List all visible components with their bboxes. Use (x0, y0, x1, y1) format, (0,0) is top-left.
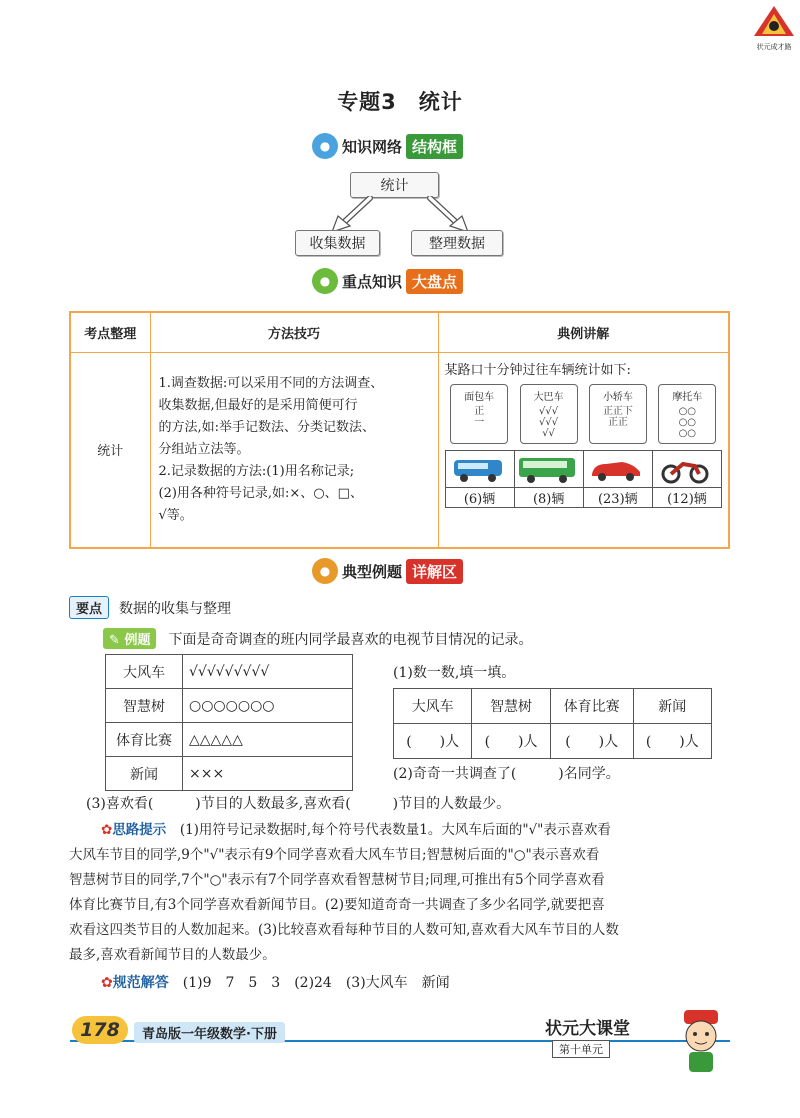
hint-line: 智慧树节目的同学,7个"○"表示有7个同学喜欢看智慧树节目;同理,可推出有5个同学喜欢看 (69, 872, 605, 888)
bus-icon (517, 454, 577, 484)
method-line: 分组站立法等。 (158, 441, 250, 457)
section-title: 数据的收集与整理 (119, 600, 232, 617)
row-marks: △△△△△ (183, 723, 353, 757)
card-marks: 正正下 正正 (602, 405, 633, 428)
hint-line: 体育比赛节目,有3个同学喜欢看新闻节目。(2)要知道奇奇一共调查了多少名同学,就要把喜 (69, 897, 605, 913)
card-name: 大巴车 (533, 391, 564, 403)
banner-right-tag: 详解区 (406, 559, 463, 584)
mascot-boy-icon (672, 1008, 730, 1078)
diagram-arrows-icon (320, 196, 480, 234)
fill-table (393, 688, 712, 759)
question-3: (3)喜欢看( )节目的人数最多,喜欢看( )节目的人数最少。 (86, 796, 511, 812)
fill-blank[interactable]: ( )人 (550, 724, 633, 759)
motorcycle-icon (659, 454, 711, 484)
section-tag: 要点 (69, 596, 109, 619)
key-points-table (69, 311, 730, 549)
card-name: 小轿车 (602, 391, 633, 403)
card-marks: ○○ ○○ ○○ (678, 405, 697, 439)
flower-icon: ✿ (101, 822, 113, 838)
diagram-right: 整理数据 (411, 230, 503, 256)
answer-line (101, 972, 450, 992)
fill-blank[interactable]: ( )人 (633, 724, 711, 759)
flower-icon: ✿ (101, 975, 113, 991)
header-topic: 考点整理 (70, 312, 150, 352)
banner-right-tag: 大盘点 (406, 269, 463, 294)
banner-left-text: 典型例题 (342, 562, 403, 581)
mouse-mascot-icon: ● (312, 133, 338, 159)
row-label: 体育比赛 (106, 723, 183, 757)
count-cell: (23)辆 (583, 487, 652, 507)
fill-header: 新闻 (633, 689, 711, 724)
example-tag-text: 例题 (124, 633, 151, 648)
card-name: 摩托车 (672, 391, 703, 403)
fill-header: 智慧树 (472, 689, 550, 724)
hint-line: 最多,喜欢看新闻节目的人数最少。 (69, 947, 276, 963)
logo-emblem-icon (752, 4, 796, 38)
hint-line: 大风车节目的同学,9个"√"表示有9个同学喜欢看大风车节目;智慧树后面的"○"表示喜欢看 (69, 847, 600, 863)
answer-label: 规范解答 (112, 975, 169, 991)
fill-blank[interactable]: ( )人 (394, 724, 472, 759)
table-row (106, 757, 353, 791)
count-cell: (12)辆 (652, 487, 721, 507)
card-name: 面包车 (464, 391, 495, 403)
table-row (106, 689, 353, 723)
tally-card (658, 384, 716, 444)
method-line: 的方法,如:举手记数法、分类记数法、 (158, 419, 376, 435)
hint-paragraph (69, 818, 734, 968)
banner-key-knowledge (312, 268, 463, 294)
answer-text: (1)9 7 5 3 (2)24 (3)大风车 新闻 (182, 975, 450, 991)
diagram-root: 统计 (350, 172, 439, 198)
row-marks: ○○○○○○○ (183, 689, 353, 723)
question-2: (2)奇奇一共调查了( )名同学。 (393, 766, 620, 782)
row-marks: ××× (183, 757, 353, 791)
vehicle-cell (445, 450, 514, 487)
card-marks: 正 一 (474, 405, 485, 428)
vehicle-cell (514, 450, 583, 487)
lion-mascot-icon: ● (312, 558, 338, 584)
hint-label: 思路提示 (112, 822, 167, 838)
vehicle-cell (583, 450, 652, 487)
book-title: 青岛版一年级数学·下册 (134, 1022, 285, 1043)
tally-card (520, 384, 578, 444)
banner-typical-examples (312, 558, 463, 584)
logo-text: 状元成才路 (756, 43, 792, 51)
pencil-icon: ✎ (109, 633, 120, 648)
record-table (105, 654, 353, 791)
vehicle-table (445, 450, 723, 508)
banner-knowledge-network (312, 133, 463, 159)
hint-line: 欢看这四类节目的人数加起来。(3)比较喜欢看每种节目的人数可知,喜欢看大风车节目的人数 (69, 922, 619, 938)
question-1: (1)数一数,填一填。 (393, 665, 516, 681)
vehicle-cell (652, 450, 721, 487)
car-icon (588, 454, 644, 484)
section-heading (69, 596, 231, 619)
banner-left-text: 知识网络 (342, 137, 403, 156)
fill-blank[interactable]: ( )人 (472, 724, 550, 759)
count-cell: (8)辆 (514, 487, 583, 507)
example-cell (438, 352, 729, 548)
example-text: 下面是奇奇调查的班内同学最喜欢的电视节目情况的记录。 (168, 631, 533, 648)
row-label: 大风车 (106, 655, 183, 689)
topic-cell: 统计 (70, 352, 150, 548)
banner-right-tag: 结构框 (406, 134, 463, 159)
method-line: (2)用各种符号记录,如:×、○、□、 (158, 485, 363, 501)
frog-mascot-icon: ● (312, 268, 338, 294)
fill-header: 体育比赛 (550, 689, 633, 724)
header-method: 方法技巧 (150, 312, 438, 352)
tally-card (589, 384, 647, 444)
tally-card (450, 384, 508, 444)
method-line: √等。 (158, 507, 193, 523)
example-tag (103, 628, 156, 649)
count-cell: (6)辆 (445, 487, 514, 507)
row-label: 智慧树 (106, 689, 183, 723)
method-line: 1.调查数据:可以采用不同的方法调查、 (158, 375, 384, 391)
card-marks: √√√ √√√ √√ (539, 405, 559, 439)
header-example: 典例讲解 (438, 312, 729, 352)
brand-name: 状元大课堂 (545, 1019, 630, 1039)
method-cell (150, 352, 438, 548)
page-title: 专题3 统计 (337, 90, 463, 114)
table-row (106, 723, 353, 757)
tally-cards (445, 384, 723, 444)
fill-header: 大风车 (394, 689, 472, 724)
row-marks: √√√√√√√√√ (183, 655, 353, 689)
example-intro: 某路口十分钟过往车辆统计如下: (444, 362, 631, 378)
page-number: 178 (72, 1016, 128, 1044)
method-line: 收集数据,但最好的是采用简便可行 (158, 397, 358, 413)
banner-left-text: 重点知识 (342, 272, 403, 291)
diagram-left: 收集数据 (295, 230, 380, 256)
publisher-logo (752, 4, 796, 51)
example-line (103, 628, 532, 649)
table-row (106, 655, 353, 689)
unit-label: 第十单元 (552, 1040, 610, 1058)
method-line: 2.记录数据的方法:(1)用名称记录; (158, 463, 355, 479)
hint-line: (1)用符号记录数据时,每个符号代表数量1。大风车后面的"√"表示喜欢看 (179, 822, 611, 838)
row-label: 新闻 (106, 757, 183, 791)
van-icon (450, 454, 506, 484)
